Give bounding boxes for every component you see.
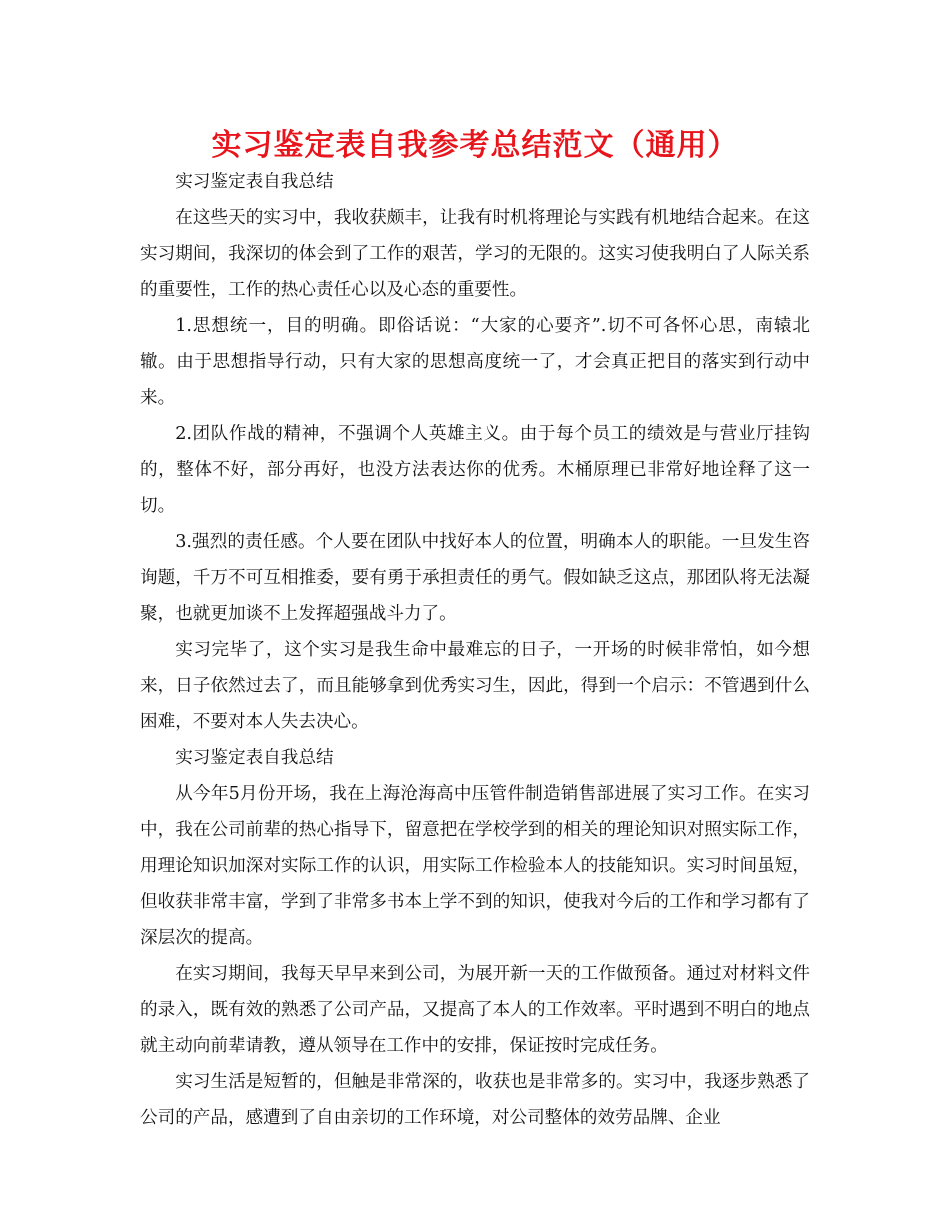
document-body (140, 164, 810, 1136)
document-title: 实习鉴定表自我参考总结范文（通用） (211, 128, 739, 163)
paragraph: 在实习期间，我每天早早来到公司，为展开新一天的工作做预备。通过对材料文件的录入，既有效的熟悉了公司产品，又提高了本人的工作效率。平时遇到不明白的地点就主动向前辈请教，遵从领导在工作中的安排，保证按时完成任务。 (140, 964, 810, 1056)
paragraph: 实习生活是短暂的，但触是非常深的，收获也是非常多的。实习中，我逐步熟悉了公司的产品，感遭到了自由亲切的工作环境，对公司整体的效劳品牌、企业 (140, 1072, 810, 1128)
paragraph-section-heading: 实习鉴定表自我总结 (175, 172, 334, 192)
paragraph: 实习完毕了，这个实习是我生命中最难忘的日子，一开场的时候非常怕，如今想来，日子依然过去了，而且能够拿到优秀实习生，因此，得到一个启示：不管遇到什么困难，不要对本人失去决心。 (140, 640, 810, 732)
paragraph: 在这些天的实习中，我收获颇丰，让我有时机将理论与实践有机地结合起来。在这实习期间，我深切的体会到了工作的艰苦，学习的无限的。这实习使我明白了人际关系的重要性，工作的热心责任心以及心态的重要性。 (140, 208, 810, 300)
paragraph-numbered-item: 1.思想统一，目的明确。即俗话说：“大家的心要齐”.切不可各怀心思，南辕北辙。由于思想指导行动，只有大家的思想高度统一了，才会真正把目的落实到行动中来。 (140, 316, 810, 408)
paragraph-numbered-item: 2.团队作战的精神，不强调个人英雄主义。由于每个员工的绩效是与营业厅挂钩的，整体不好，部分再好，也没方法表达你的优秀。木桶原理已非常好地诠释了这一切。 (140, 424, 810, 516)
paragraph-numbered-item: 3.强烈的责任感。个人要在团队中找好本人的位置，明确本人的职能。一旦发生咨询题，千万不可互相推委，要有勇于承担责任的勇气。假如缺乏这点，那团队将无法凝聚，也就更加谈不上发挥超强战斗力了。 (140, 532, 810, 624)
paragraph-section-heading: 实习鉴定表自我总结 (175, 748, 334, 768)
paragraph: 从今年5月份开场，我在上海沧海高中压管件制造销售部进展了实习工作。在实习中，我在公司前辈的热心指导下，留意把在学校学到的相关的理论知识对照实际工作，用理论知识加深对实际工作的认识，用实际工作检验本人的技能知识。实习时间虽短，但收获非常丰富，学到了非常多书本上学不到的知识，使我对今后的工作和学习都有了深层次的提高。 (140, 784, 810, 948)
